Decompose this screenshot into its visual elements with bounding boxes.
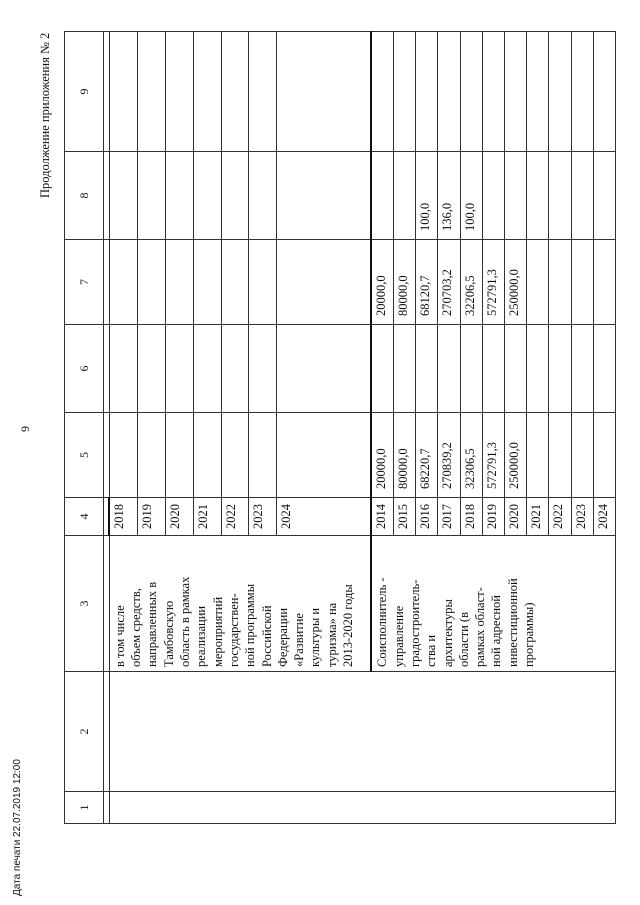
value-col6 [504,325,526,413]
col8-cell [221,152,249,240]
col8-cell [109,152,137,240]
description-line: реализации [194,605,209,667]
col6-cell [165,325,193,413]
value-col6 [416,325,438,413]
description-line: Тамбовскую [161,600,176,667]
value-col6 [394,325,416,413]
year-cell: 2018 [109,498,137,536]
col9-cell [249,32,277,152]
table-body [65,32,616,824]
description-line: Федерации [275,607,290,667]
value-col8: 136,0 [438,152,460,240]
description-line: ной программы [243,583,258,667]
col9-cell [221,32,249,152]
description-line: управление [391,605,406,667]
value-col8 [527,152,549,240]
value-col9 [571,32,593,152]
value-col6 [527,325,549,413]
col5-cell [165,413,193,498]
col6-cell [137,325,165,413]
year-cell: 2018 [460,498,482,536]
col9-cell [277,32,371,152]
value-col9 [527,32,549,152]
col2-cell [109,672,615,792]
value-col8: 100,0 [460,152,482,240]
description-line: туризма» на [324,602,339,667]
description-line: 2013-2020 годы [341,584,356,667]
value-col6 [460,325,482,413]
value-col8: 100,0 [416,152,438,240]
description-line: градостроитель- [407,579,422,667]
col5-cell [137,413,165,498]
value-col8 [549,152,571,240]
value-col5 [527,413,549,498]
year-cell: 2024 [277,498,371,536]
header-col-5: 5 [65,413,104,498]
col9-cell [165,32,193,152]
header-col-6: 6 [65,325,104,413]
year-cell: 2022 [549,498,571,536]
year-cell: 2019 [137,498,165,536]
col8-cell [137,152,165,240]
col8-cell [193,152,221,240]
value-col6 [571,325,593,413]
value-col7: 32206,5 [460,240,482,325]
year-cell: 2023 [571,498,593,536]
value-col9 [482,32,504,152]
year-cell: 2019 [482,498,504,536]
description-line: Соисполнитель - [375,577,390,667]
page-number: 9 [18,426,32,432]
value-col5 [593,413,615,498]
value-col7 [527,240,549,325]
description-line: в том числе [112,605,127,667]
col7-cell [109,240,137,325]
description-cell [109,536,371,672]
col7-cell [221,240,249,325]
col5-cell [193,413,221,498]
description-line: государствен- [226,593,241,667]
year-cell: 2017 [438,498,460,536]
header-col-9: 9 [65,32,104,152]
header-col-7: 7 [65,240,104,325]
description-line: область в рамках [178,576,193,667]
year-cell: 2021 [193,498,221,536]
value-col8 [504,152,526,240]
description-line: «Развитие [292,613,307,667]
description-line: программы) [521,602,536,667]
value-col6 [438,325,460,413]
col9-cell [193,32,221,152]
year-cell: 2020 [504,498,526,536]
value-col9 [394,32,416,152]
col5-cell [249,413,277,498]
value-col7 [549,240,571,325]
col6-cell [249,325,277,413]
value-col7: 270703,2 [438,240,460,325]
col6-cell [221,325,249,413]
header-col-3: 3 [65,536,104,672]
header-col-8: 8 [65,152,104,240]
value-col6 [593,325,615,413]
col7-cell [193,240,221,325]
description-line: рамках област- [473,587,488,667]
col7-cell [137,240,165,325]
col5-cell [221,413,249,498]
value-col5: 270839,2 [438,413,460,498]
col7-cell [165,240,193,325]
value-col6 [482,325,504,413]
value-col5: 572791,3 [482,413,504,498]
value-col5: 80000,0 [394,413,416,498]
header-row [65,32,104,824]
col9-cell [109,32,137,152]
year-cell: 2024 [593,498,615,536]
description-line: ства и [424,634,439,667]
value-col5: 68220,7 [416,413,438,498]
rotated-table-container [64,32,616,824]
col8-cell [277,152,371,240]
year-cell: 2014 [371,498,393,536]
description-line: направленных в [145,581,160,667]
year-cell: 2016 [416,498,438,536]
col6-cell [109,325,137,413]
header-col-2: 2 [65,672,104,792]
value-col8 [394,152,416,240]
year-cell: 2015 [394,498,416,536]
value-col9 [371,32,393,152]
value-col9 [504,32,526,152]
col7-cell [277,240,371,325]
col8-cell [165,152,193,240]
description-cell [371,536,615,672]
description-line: инвестиционной [505,578,520,667]
budget-table [64,31,616,824]
col8-cell [249,152,277,240]
value-col7: 250000,0 [504,240,526,325]
header-col-1: 1 [65,792,104,824]
col9-cell [137,32,165,152]
col7-cell [249,240,277,325]
value-col7 [593,240,615,325]
year-cell: 2023 [249,498,277,536]
value-col9 [549,32,571,152]
value-col8 [482,152,504,240]
description-line: культуры и [308,607,323,667]
value-col8 [593,152,615,240]
value-col9 [416,32,438,152]
value-col7: 20000,0 [371,240,393,325]
col5-cell [109,413,137,498]
header-col-4: 4 [65,498,104,536]
col1-cell [109,792,615,824]
value-col7 [571,240,593,325]
value-col5 [549,413,571,498]
value-col6 [549,325,571,413]
value-col7: 68120,7 [416,240,438,325]
value-col5: 20000,0 [371,413,393,498]
print-date: Дата печати 22.07.2019 12:00 [12,759,23,896]
value-col9 [460,32,482,152]
value-col6 [371,325,393,413]
col6-cell [277,325,371,413]
appendix-title: Продолжение приложения № 2 [38,32,52,198]
year-cell: 2020 [165,498,193,536]
table-row [109,32,137,824]
year-cell: 2021 [527,498,549,536]
value-col5 [571,413,593,498]
col6-cell [193,325,221,413]
value-col5: 32306,5 [460,413,482,498]
description-line: ной адресной [489,595,504,667]
description-line: Российской [259,605,274,667]
description-line: архитектуры [440,599,455,667]
value-col7: 80000,0 [394,240,416,325]
value-col9 [593,32,615,152]
description-line: мероприятий [210,596,225,667]
value-col5: 250000,0 [504,413,526,498]
value-col8 [571,152,593,240]
description-line: области (в [456,612,471,667]
value-col8 [371,152,393,240]
value-col7: 572791,3 [482,240,504,325]
year-cell: 2022 [221,498,249,536]
col5-cell [277,413,371,498]
value-col9 [438,32,460,152]
description-line: объем средств, [129,588,144,667]
